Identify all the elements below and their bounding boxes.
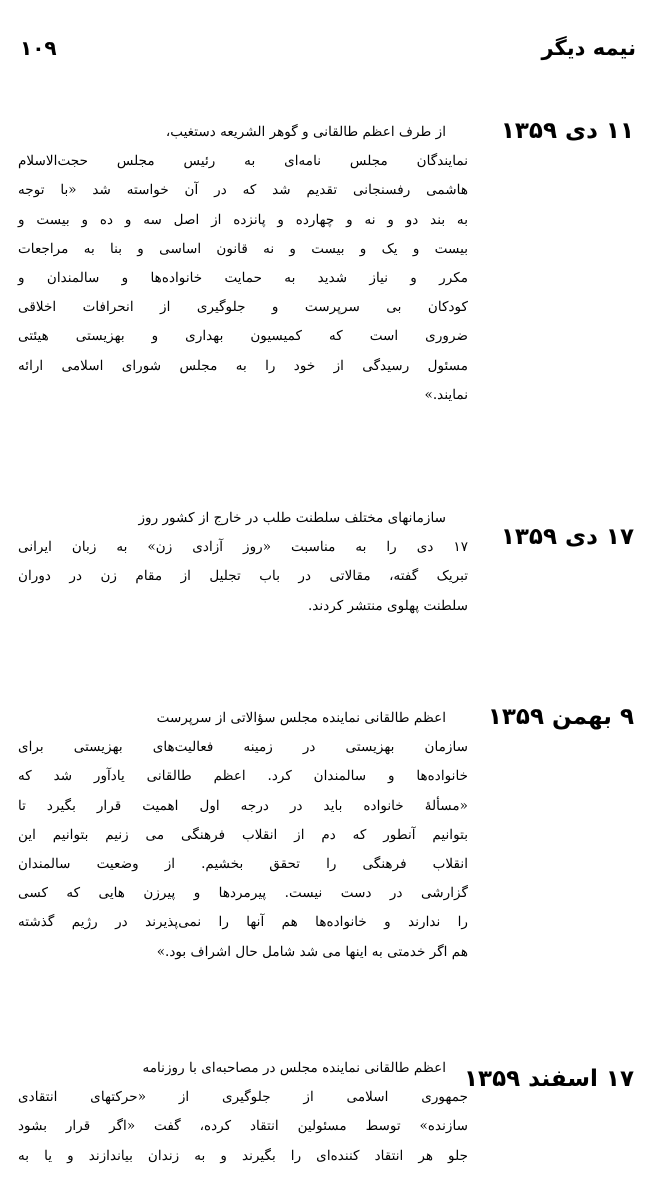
text-line: «مسألهٔ خانواده باید در درجه اول اهمیت قرار بگیرد تا xyxy=(18,797,468,814)
text-line: تبریک گفته، مقالاتی در باب تجلیل از مقام زن در دوران xyxy=(18,568,468,585)
entry-text xyxy=(18,504,468,621)
text-line: ۱۷ دی را به مناسبت «روز آزادی زن» به زبان ایرانی xyxy=(18,539,468,556)
entry-date: ۹ بهمن ۱۳۵۹ xyxy=(487,704,634,730)
page-number: ۱۰۹ xyxy=(20,36,57,60)
chronology-entry xyxy=(18,504,634,634)
page-header xyxy=(20,30,636,66)
text-line: هم اگر خدمتی به اینها می شد شامل حال اشراف بود.» xyxy=(156,943,468,960)
text-line: کودکان بی سرپرست و جلوگیری از انحرافات اخلاقی xyxy=(18,299,468,316)
entry-date: ۱۷ اسفند ۱۳۵۹ xyxy=(464,1066,634,1092)
text-line: جمهوری اسلامی از جلوگیری از «حرکتهای انتقادی xyxy=(18,1089,468,1106)
text-line: سلطنت پهلوی منتشر کردند. xyxy=(307,597,468,614)
entry-text xyxy=(18,1054,468,1171)
entry-text xyxy=(18,118,468,410)
text-line: اعظم طالقانی نماینده مجلس سؤالاتی از سرپرست xyxy=(156,710,446,726)
chronology-entry xyxy=(18,1054,634,1200)
text-line: سازمانهای مختلف سلطنت طلب در خارج از کشور روز xyxy=(138,510,446,526)
text-line: به بند دو و نه و چهارده و پانزده از اصل سه و ده و بیست و xyxy=(18,211,468,228)
text-line: بیست و یک و بیست و نه قانون اساسی و بنا به مراجعات xyxy=(18,240,468,257)
text-line: را ندارند و خانواده‌ها هم آنها را نمی‌پذیرند در رژیم گذشته xyxy=(18,914,468,931)
entry-text xyxy=(18,704,468,967)
running-title: نیمه دیگر xyxy=(541,36,636,60)
chronology-entry xyxy=(18,704,634,1014)
text-line: هاشمی رفسنجانی تقدیم شد که در آن خواسته شد «با توجه xyxy=(18,182,468,199)
entry-date: ۱۷ دی ۱۳۵۹ xyxy=(500,524,634,550)
text-line: نمایند.» xyxy=(424,386,468,403)
text-line: خانواده‌ها و سالمندان کرد. اعظم طالقانی یادآور شد که xyxy=(18,768,468,785)
text-line: سازنده» توسط مسئولین انتقاد کرده، گفت «اگر قرار بشود xyxy=(18,1118,468,1135)
text-line: ضروری است که کمیسیون بهداری و بهزیستی هیئتی xyxy=(18,328,468,345)
text-line: جلو هر انتقاد کننده‌ای را بگیرند و به زندان بیاندازند و یا به xyxy=(18,1147,468,1164)
chronology-entry xyxy=(18,118,634,458)
text-line: اعظم طالقانی نماینده مجلس در مصاحبه‌ای با روزنامه xyxy=(142,1060,446,1076)
text-line: نمایندگان مجلس نامه‌ای به رئیس مجلس حجت‌الاسلام xyxy=(18,153,468,170)
text-line: بتوانیم آنطور که دم از انقلاب فرهنگی می زنیم بتوانیم این xyxy=(18,826,468,843)
text-line: مسئول رسیدگی از خود را به مجلس شورای اسلامی ارائه xyxy=(18,357,468,374)
text-line: از طرف اعظم طالقانی و گوهر الشریعه دستغیب، xyxy=(165,124,446,140)
text-line: سازمان بهزیستی در زمینه فعالیت‌های بهزیستی برای xyxy=(18,739,468,756)
text-line: انقلاب فرهنگی را تحقق بخشیم. از وضعیت سالمندان xyxy=(18,855,468,872)
text-line: مکرر و نیاز شدید به حمایت خانواده‌ها و سالمندان و xyxy=(18,269,468,286)
entry-date: ۱۱ دی ۱۳۵۹ xyxy=(500,118,634,144)
text-line: گزارشی در دست نیست. پیرمردها و پیرزن هایی که کسی xyxy=(18,885,468,902)
